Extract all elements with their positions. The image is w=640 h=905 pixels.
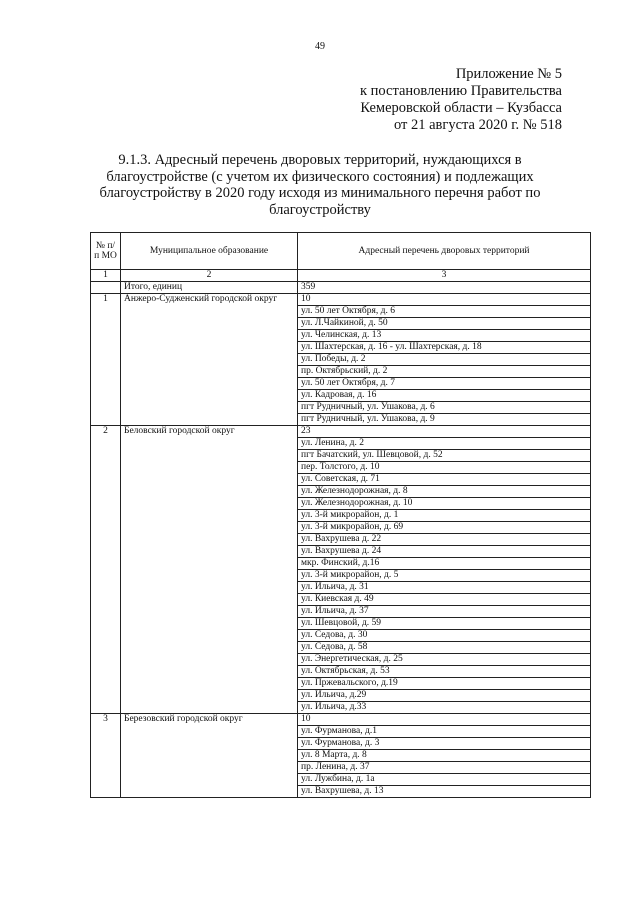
group-number: 1	[91, 294, 121, 426]
appendix-line: от 21 августа 2020 г. № 518	[393, 117, 562, 133]
address-item: ул. Ильича, д. 37	[298, 606, 591, 618]
table-row	[91, 426, 591, 438]
column-number: 1	[91, 270, 121, 282]
address-item: ул. Железнодорожная, д. 8	[298, 486, 591, 498]
group-count: 10	[298, 294, 591, 306]
column-number-row	[91, 270, 591, 282]
column-number: 2	[121, 270, 298, 282]
address-item: пр. Октябрьский, д. 2	[298, 366, 591, 378]
appendix-line: Приложение № 5	[455, 66, 562, 82]
address-item: ул. Октябрьская, д. 53	[298, 666, 591, 678]
group-count: 23	[298, 426, 591, 438]
address-item: пер. Толстого, д. 10	[298, 462, 591, 474]
address-item: ул. Кадровая, д. 16	[298, 390, 591, 402]
document-title: 9.1.3. Адресный перечень дворовых территорий, нуждающихся в благоустройстве (с учетом их физического состояния) и подлежащих благоустройству в 2020 году исходя из минимального перечня работ по благоустройству	[99, 152, 541, 218]
appendix-line: Кемеровской области – Кузбасса	[360, 100, 562, 116]
address-item: пгт Бачатский, ул. Шевцовой, д. 52	[298, 450, 591, 462]
address-item: ул. Седова, д. 30	[298, 630, 591, 642]
header-row	[91, 233, 591, 270]
header-cell-number: № п/п МО	[91, 233, 121, 270]
address-item: ул. Фурманова, д.1	[298, 726, 591, 738]
address-item: ул. Ильича, д.33	[298, 702, 591, 714]
table-row	[91, 294, 591, 306]
total-row	[91, 282, 591, 294]
address-item: ул. 50 лет Октября, д. 6	[298, 306, 591, 318]
page-number: 49	[315, 41, 325, 52]
header-cell-municipality: Муниципальное образование	[121, 233, 298, 270]
address-item: ул. Ильича, д. 31	[298, 582, 591, 594]
address-item: ул. 3-й микрорайон, д. 5	[298, 570, 591, 582]
address-table	[90, 232, 591, 798]
address-item: ул. Шевцовой, д. 59	[298, 618, 591, 630]
appendix-block	[360, 66, 562, 134]
address-item: ул. Энергетическая, д. 25	[298, 654, 591, 666]
address-item: ул. Киевская д. 49	[298, 594, 591, 606]
address-item: ул. 3-й микрорайон, д. 69	[298, 522, 591, 534]
address-item: ул. Железнодорожная, д. 10	[298, 498, 591, 510]
table-body	[91, 270, 591, 798]
municipality-name: Анжеро-Судженский городской округ	[121, 294, 298, 426]
address-item: ул. Ильича, д.29	[298, 690, 591, 702]
address-item: ул. Шахтерская, д. 16 - ул. Шахтерская, д. 18	[298, 342, 591, 354]
total-value: 359	[298, 282, 591, 294]
address-item: ул. 50 лет Октября, д. 7	[298, 378, 591, 390]
group-number: 3	[91, 714, 121, 798]
address-item: ул. Победы, д. 2	[298, 354, 591, 366]
total-label: Итого, единиц	[121, 282, 298, 294]
address-item: ул. Вахрушева д. 22	[298, 534, 591, 546]
address-item: пгт Рудничный, ул. Ушакова, д. 6	[298, 402, 591, 414]
column-number: 3	[298, 270, 591, 282]
address-item: ул. Пржевальского, д.19	[298, 678, 591, 690]
group-number: 2	[91, 426, 121, 714]
address-item: ул. 8 Марта, д. 8	[298, 750, 591, 762]
address-item: ул. Челинская, д. 13	[298, 330, 591, 342]
address-item: ул. Вахрушева д. 24	[298, 546, 591, 558]
table-row	[91, 714, 591, 726]
header-cell-addresses: Адресный перечень дворовых территорий	[298, 233, 591, 270]
address-item: ул. Ленина, д. 2	[298, 438, 591, 450]
address-item: ул. Советская, д. 71	[298, 474, 591, 486]
total-empty-cell	[91, 282, 121, 294]
address-item: пр. Ленина, д. 37	[298, 762, 591, 774]
address-item: ул. Седова, д. 58	[298, 642, 591, 654]
address-item: ул. Лужбина, д. 1а	[298, 774, 591, 786]
appendix-line: к постановлению Правительства	[360, 83, 562, 99]
group-count: 10	[298, 714, 591, 726]
municipality-name: Беловский городской округ	[121, 426, 298, 714]
address-item: ул. 3-й микрорайон, д. 1	[298, 510, 591, 522]
address-item: пгт Рудничный, ул. Ушакова, д. 9	[298, 414, 591, 426]
address-item: ул. Л.Чайкиной, д. 50	[298, 318, 591, 330]
address-item: ул. Вахрушева, д. 13	[298, 786, 591, 798]
address-item: мкр. Финский, д.16	[298, 558, 591, 570]
municipality-name: Березовский городской округ	[121, 714, 298, 798]
address-item: ул. Фурманова, д. 3	[298, 738, 591, 750]
